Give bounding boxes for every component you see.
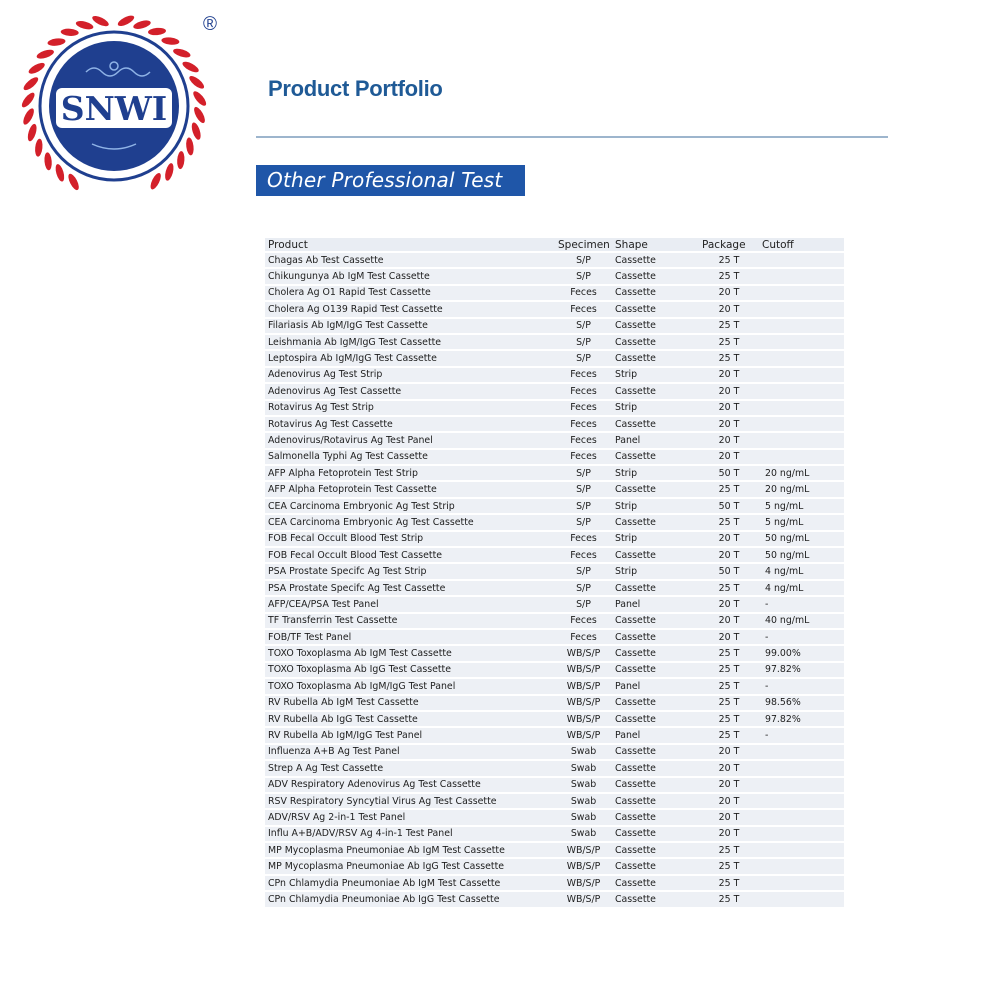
specimen-cell: Feces — [555, 302, 612, 316]
laurel-leaf-icon — [192, 105, 207, 124]
product-cell: CEA Carcinoma Embryonic Ag Test Strip — [265, 499, 555, 513]
cutoff-cell: - — [759, 728, 844, 742]
laurel-leaf-icon — [148, 27, 167, 36]
package-cell: 20 T — [699, 810, 759, 824]
specimen-cell: Feces — [555, 614, 612, 628]
specimen-cell: Swab — [555, 794, 612, 808]
table-row — [265, 827, 844, 841]
laurel-leaf-icon — [181, 60, 200, 75]
specimen-cell: S/P — [555, 319, 612, 333]
shape-cell: Strip — [612, 499, 699, 513]
package-cell: 20 T — [699, 778, 759, 792]
specimen-cell: Feces — [555, 630, 612, 644]
specimen-cell: Feces — [555, 548, 612, 562]
shape-cell: Strip — [612, 401, 699, 415]
shape-cell: Cassette — [612, 761, 699, 775]
table-row — [265, 646, 844, 660]
column-header-shape: Shape — [612, 238, 699, 251]
product-cell: ADV/RSV Ag 2-in-1 Test Panel — [265, 810, 555, 824]
shape-cell: Cassette — [612, 892, 699, 906]
specimen-cell: S/P — [555, 335, 612, 349]
package-cell: 50 T — [699, 466, 759, 480]
product-cell: Influenza A+B Ag Test Panel — [265, 745, 555, 759]
shape-cell: Cassette — [612, 696, 699, 710]
package-cell: 25 T — [699, 335, 759, 349]
laurel-leaf-icon — [161, 37, 180, 46]
specimen-cell: Swab — [555, 745, 612, 759]
package-cell: 25 T — [699, 253, 759, 267]
cutoff-cell — [759, 433, 844, 447]
laurel-leaf-icon — [75, 19, 94, 31]
package-cell: 20 T — [699, 761, 759, 775]
table-row — [265, 532, 844, 546]
package-cell: 20 T — [699, 450, 759, 464]
cutoff-cell — [759, 368, 844, 382]
cutoff-cell — [759, 810, 844, 824]
table-row — [265, 450, 844, 464]
product-cell: RV Rubella Ab IgG Test Cassette — [265, 712, 555, 726]
package-cell: 25 T — [699, 843, 759, 857]
cutoff-cell — [759, 794, 844, 808]
table-row — [265, 319, 844, 333]
specimen-cell: S/P — [555, 253, 612, 267]
table-row — [265, 269, 844, 283]
table-row — [265, 351, 844, 365]
laurel-leaf-icon — [60, 28, 78, 36]
cutoff-cell: 50 ng/mL — [759, 548, 844, 562]
specimen-cell: WB/S/P — [555, 679, 612, 693]
cutoff-cell — [759, 450, 844, 464]
package-cell: 20 T — [699, 794, 759, 808]
table-row — [265, 433, 844, 447]
table-row — [265, 614, 844, 628]
specimen-cell: WB/S/P — [555, 663, 612, 677]
specimen-cell: Swab — [555, 810, 612, 824]
product-cell: Influ A+B/ADV/RSV Ag 4-in-1 Test Panel — [265, 827, 555, 841]
specimen-cell: WB/S/P — [555, 859, 612, 873]
table-row — [265, 548, 844, 562]
table-row — [265, 253, 844, 267]
cutoff-cell — [759, 351, 844, 365]
product-cell: AFP Alpha Fetoprotein Test Strip — [265, 466, 555, 480]
specimen-cell: WB/S/P — [555, 712, 612, 726]
product-cell: CPn Chlamydia Pneumoniae Ab IgG Test Cassette — [265, 892, 555, 906]
specimen-cell: Feces — [555, 532, 612, 546]
shape-cell: Cassette — [612, 827, 699, 841]
package-cell: 50 T — [699, 499, 759, 513]
cutoff-cell: 99.00% — [759, 646, 844, 660]
shape-cell: Strip — [612, 466, 699, 480]
cutoff-cell — [759, 778, 844, 792]
cutoff-cell — [759, 745, 844, 759]
package-cell: 25 T — [699, 581, 759, 595]
product-cell: MP Mycoplasma Pneumoniae Ab IgG Test Cassette — [265, 859, 555, 873]
package-cell: 25 T — [699, 728, 759, 742]
shape-cell: Cassette — [612, 482, 699, 496]
package-cell: 20 T — [699, 630, 759, 644]
specimen-cell: S/P — [555, 351, 612, 365]
package-cell: 20 T — [699, 384, 759, 398]
cutoff-cell: 97.82% — [759, 712, 844, 726]
laurel-leaf-icon — [47, 37, 66, 46]
package-cell: 20 T — [699, 597, 759, 611]
laurel-leaf-icon — [172, 47, 191, 59]
package-cell: 20 T — [699, 614, 759, 628]
specimen-cell: WB/S/P — [555, 696, 612, 710]
laurel-leaf-icon — [91, 14, 110, 28]
product-cell: ADV Respiratory Adenovirus Ag Test Cassette — [265, 778, 555, 792]
cutoff-cell — [759, 384, 844, 398]
product-cell: RV Rubella Ab IgM/IgG Test Panel — [265, 728, 555, 742]
table-row — [265, 859, 844, 873]
table-row — [265, 778, 844, 792]
specimen-cell: S/P — [555, 597, 612, 611]
specimen-cell: S/P — [555, 269, 612, 283]
table-row — [265, 564, 844, 578]
specimen-cell: S/P — [555, 564, 612, 578]
specimen-cell: WB/S/P — [555, 843, 612, 857]
product-cell: Salmonella Typhi Ag Test Cassette — [265, 450, 555, 464]
package-cell: 25 T — [699, 482, 759, 496]
shape-cell: Cassette — [612, 843, 699, 857]
cutoff-cell — [759, 302, 844, 316]
table-row — [265, 302, 844, 316]
product-cell: Leishmania Ab IgM/IgG Test Cassette — [265, 335, 555, 349]
table-row — [265, 384, 844, 398]
specimen-cell: Swab — [555, 827, 612, 841]
table-row — [265, 728, 844, 742]
package-cell: 25 T — [699, 876, 759, 890]
cutoff-cell — [759, 417, 844, 431]
column-header-cutoff: Cutoff — [759, 238, 844, 251]
table-row — [265, 597, 844, 611]
package-cell: 25 T — [699, 679, 759, 693]
table-row — [265, 335, 844, 349]
package-cell: 25 T — [699, 646, 759, 660]
cutoff-cell — [759, 876, 844, 890]
product-cell: PSA Prostate Specifc Ag Test Cassette — [265, 581, 555, 595]
shape-cell: Cassette — [612, 253, 699, 267]
shape-cell: Cassette — [612, 269, 699, 283]
section-banner: Other Professional Test — [256, 165, 525, 196]
product-cell: AFP Alpha Fetoprotein Test Cassette — [265, 482, 555, 496]
laurel-leaf-icon — [27, 61, 46, 76]
cutoff-cell: 20 ng/mL — [759, 482, 844, 496]
laurel-leaf-icon — [190, 121, 202, 140]
table-row — [265, 581, 844, 595]
package-cell: 20 T — [699, 827, 759, 841]
laurel-leaf-icon — [20, 91, 37, 110]
package-cell: 20 T — [699, 433, 759, 447]
registered-trademark-icon: ® — [203, 14, 217, 35]
shape-cell: Cassette — [612, 515, 699, 529]
column-header-product: Product — [265, 238, 555, 251]
cutoff-cell: 4 ng/mL — [759, 564, 844, 578]
laurel-leaf-icon — [116, 14, 135, 28]
shape-cell: Cassette — [612, 302, 699, 316]
shape-cell: Cassette — [612, 663, 699, 677]
shape-cell: Cassette — [612, 450, 699, 464]
product-cell: Cholera Ag O139 Rapid Test Cassette — [265, 302, 555, 316]
snwi-logo — [12, 14, 228, 192]
package-cell: 20 T — [699, 286, 759, 300]
shape-cell: Cassette — [612, 745, 699, 759]
table-row — [265, 679, 844, 693]
table-row — [265, 482, 844, 496]
table-row — [265, 696, 844, 710]
specimen-cell: WB/S/P — [555, 646, 612, 660]
table-row — [265, 745, 844, 759]
shape-cell: Cassette — [612, 646, 699, 660]
cutoff-cell: - — [759, 630, 844, 644]
product-cell: Adenovirus Ag Test Cassette — [265, 384, 555, 398]
package-cell: 20 T — [699, 417, 759, 431]
product-cell: TOXO Toxoplasma Ab IgG Test Cassette — [265, 663, 555, 677]
cutoff-cell — [759, 319, 844, 333]
logo-wordmark: SNWI — [60, 89, 168, 128]
cutoff-cell — [759, 286, 844, 300]
shape-cell: Cassette — [612, 286, 699, 300]
column-header-specimen: Specimen — [555, 238, 612, 251]
column-header-package: Package — [699, 238, 759, 251]
product-cell: PSA Prostate Specifc Ag Test Strip — [265, 564, 555, 578]
package-cell: 25 T — [699, 712, 759, 726]
package-cell: 25 T — [699, 696, 759, 710]
laurel-leaf-icon — [36, 48, 55, 60]
cutoff-cell — [759, 761, 844, 775]
shape-cell: Cassette — [612, 335, 699, 349]
product-cell: Leptospira Ab IgM/IgG Test Cassette — [265, 351, 555, 365]
shape-cell: Cassette — [612, 417, 699, 431]
shape-cell: Cassette — [612, 319, 699, 333]
specimen-cell: Feces — [555, 433, 612, 447]
laurel-leaf-icon — [26, 123, 38, 142]
product-cell: TF Transferrin Test Cassette — [265, 614, 555, 628]
table-row — [265, 286, 844, 300]
product-cell: Adenovirus Ag Test Strip — [265, 368, 555, 382]
laurel-leaf-icon — [44, 152, 53, 171]
laurel-leaf-icon — [191, 89, 208, 107]
shape-cell: Cassette — [612, 614, 699, 628]
table-row — [265, 417, 844, 431]
product-cell: Adenovirus/Rotavirus Ag Test Panel — [265, 433, 555, 447]
cutoff-cell: 97.82% — [759, 663, 844, 677]
table-row — [265, 515, 844, 529]
specimen-cell: Swab — [555, 778, 612, 792]
table-header-row — [265, 238, 844, 251]
laurel-leaf-icon — [149, 172, 163, 191]
shape-cell: Strip — [612, 368, 699, 382]
shape-cell: Cassette — [612, 548, 699, 562]
specimen-cell: Feces — [555, 450, 612, 464]
cutoff-cell: - — [759, 679, 844, 693]
specimen-cell: Feces — [555, 286, 612, 300]
cutoff-cell: 40 ng/mL — [759, 614, 844, 628]
package-cell: 20 T — [699, 548, 759, 562]
cutoff-cell — [759, 892, 844, 906]
product-cell: RSV Respiratory Syncytial Virus Ag Test Cassette — [265, 794, 555, 808]
specimen-cell: Feces — [555, 384, 612, 398]
shape-cell: Cassette — [612, 712, 699, 726]
product-cell: TOXO Toxoplasma Ab IgM Test Cassette — [265, 646, 555, 660]
table-row — [265, 876, 844, 890]
shape-cell: Panel — [612, 679, 699, 693]
table-row — [265, 663, 844, 677]
package-cell: 25 T — [699, 663, 759, 677]
table-row — [265, 794, 844, 808]
laurel-leaf-icon — [22, 75, 40, 92]
specimen-cell: Feces — [555, 401, 612, 415]
product-cell: Cholera Ag O1 Rapid Test Cassette — [265, 286, 555, 300]
package-cell: 25 T — [699, 859, 759, 873]
cutoff-cell: 50 ng/mL — [759, 532, 844, 546]
specimen-cell: S/P — [555, 515, 612, 529]
product-cell: FOB/TF Test Panel — [265, 630, 555, 644]
specimen-cell: Swab — [555, 761, 612, 775]
package-cell: 50 T — [699, 564, 759, 578]
product-table — [265, 236, 844, 909]
package-cell: 25 T — [699, 269, 759, 283]
package-cell: 25 T — [699, 351, 759, 365]
package-cell: 25 T — [699, 892, 759, 906]
shape-cell: Panel — [612, 728, 699, 742]
specimen-cell: S/P — [555, 499, 612, 513]
laurel-leaf-icon — [177, 151, 185, 169]
product-cell: RV Rubella Ab IgM Test Cassette — [265, 696, 555, 710]
product-cell: Rotavirus Ag Test Cassette — [265, 417, 555, 431]
cutoff-cell: 5 ng/mL — [759, 499, 844, 513]
cutoff-cell: - — [759, 597, 844, 611]
specimen-cell: Feces — [555, 368, 612, 382]
package-cell: 20 T — [699, 745, 759, 759]
laurel-leaf-icon — [21, 107, 36, 126]
product-cell: CPn Chlamydia Pneumoniae Ab IgM Test Cassette — [265, 876, 555, 890]
product-cell: Strep A Ag Test Cassette — [265, 761, 555, 775]
table-row — [265, 368, 844, 382]
product-cell: AFP/CEA/PSA Test Panel — [265, 597, 555, 611]
page-title: Product Portfolio — [268, 76, 443, 101]
specimen-cell: S/P — [555, 581, 612, 595]
specimen-cell: S/P — [555, 466, 612, 480]
shape-cell: Cassette — [612, 351, 699, 365]
shape-cell: Strip — [612, 564, 699, 578]
laurel-leaf-icon — [163, 162, 175, 181]
package-cell: 20 T — [699, 368, 759, 382]
table-row — [265, 810, 844, 824]
specimen-cell: WB/S/P — [555, 892, 612, 906]
table-body — [265, 253, 844, 907]
shape-cell: Cassette — [612, 810, 699, 824]
specimen-cell: WB/S/P — [555, 728, 612, 742]
table-row — [265, 466, 844, 480]
product-cell: Rotavirus Ag Test Strip — [265, 401, 555, 415]
table-row — [265, 892, 844, 906]
shape-cell: Cassette — [612, 581, 699, 595]
cutoff-cell — [759, 401, 844, 415]
table-row — [265, 401, 844, 415]
package-cell: 20 T — [699, 532, 759, 546]
laurel-leaf-icon — [132, 19, 151, 31]
cutoff-cell — [759, 269, 844, 283]
package-cell: 20 T — [699, 401, 759, 415]
shape-cell: Cassette — [612, 778, 699, 792]
cutoff-cell: 20 ng/mL — [759, 466, 844, 480]
product-cell: CEA Carcinoma Embryonic Ag Test Cassette — [265, 515, 555, 529]
cutoff-cell — [759, 827, 844, 841]
package-cell: 20 T — [699, 302, 759, 316]
table-row — [265, 712, 844, 726]
product-cell: FOB Fecal Occult Blood Test Cassette — [265, 548, 555, 562]
laurel-leaf-icon — [54, 163, 66, 182]
laurel-leaf-icon — [185, 137, 194, 156]
cutoff-cell: 98.56% — [759, 696, 844, 710]
shape-cell: Cassette — [612, 859, 699, 873]
cutoff-cell — [759, 253, 844, 267]
laurel-leaf-icon — [34, 138, 43, 157]
cutoff-cell — [759, 335, 844, 349]
shape-cell: Panel — [612, 433, 699, 447]
shape-cell: Cassette — [612, 794, 699, 808]
shape-cell: Cassette — [612, 384, 699, 398]
shape-cell: Panel — [612, 597, 699, 611]
cutoff-cell — [759, 859, 844, 873]
laurel-leaf-icon — [66, 172, 81, 191]
shape-cell: Cassette — [612, 630, 699, 644]
product-cell: FOB Fecal Occult Blood Test Strip — [265, 532, 555, 546]
shape-cell: Strip — [612, 532, 699, 546]
package-cell: 25 T — [699, 515, 759, 529]
shape-cell: Cassette — [612, 876, 699, 890]
product-cell: Filariasis Ab IgM/IgG Test Cassette — [265, 319, 555, 333]
package-cell: 25 T — [699, 319, 759, 333]
specimen-cell: Feces — [555, 417, 612, 431]
cutoff-cell: 5 ng/mL — [759, 515, 844, 529]
specimen-cell: S/P — [555, 482, 612, 496]
cutoff-cell — [759, 843, 844, 857]
table-row — [265, 761, 844, 775]
table-row — [265, 843, 844, 857]
specimen-cell: WB/S/P — [555, 876, 612, 890]
laurel-leaf-icon — [187, 74, 206, 91]
product-cell: Chikungunya Ab IgM Test Cassette — [265, 269, 555, 283]
product-cell: Chagas Ab Test Cassette — [265, 253, 555, 267]
product-cell: MP Mycoplasma Pneumoniae Ab IgM Test Cassette — [265, 843, 555, 857]
cutoff-cell: 4 ng/mL — [759, 581, 844, 595]
title-divider — [256, 136, 888, 138]
table-row — [265, 499, 844, 513]
product-cell: TOXO Toxoplasma Ab IgM/IgG Test Panel — [265, 679, 555, 693]
table-row — [265, 630, 844, 644]
